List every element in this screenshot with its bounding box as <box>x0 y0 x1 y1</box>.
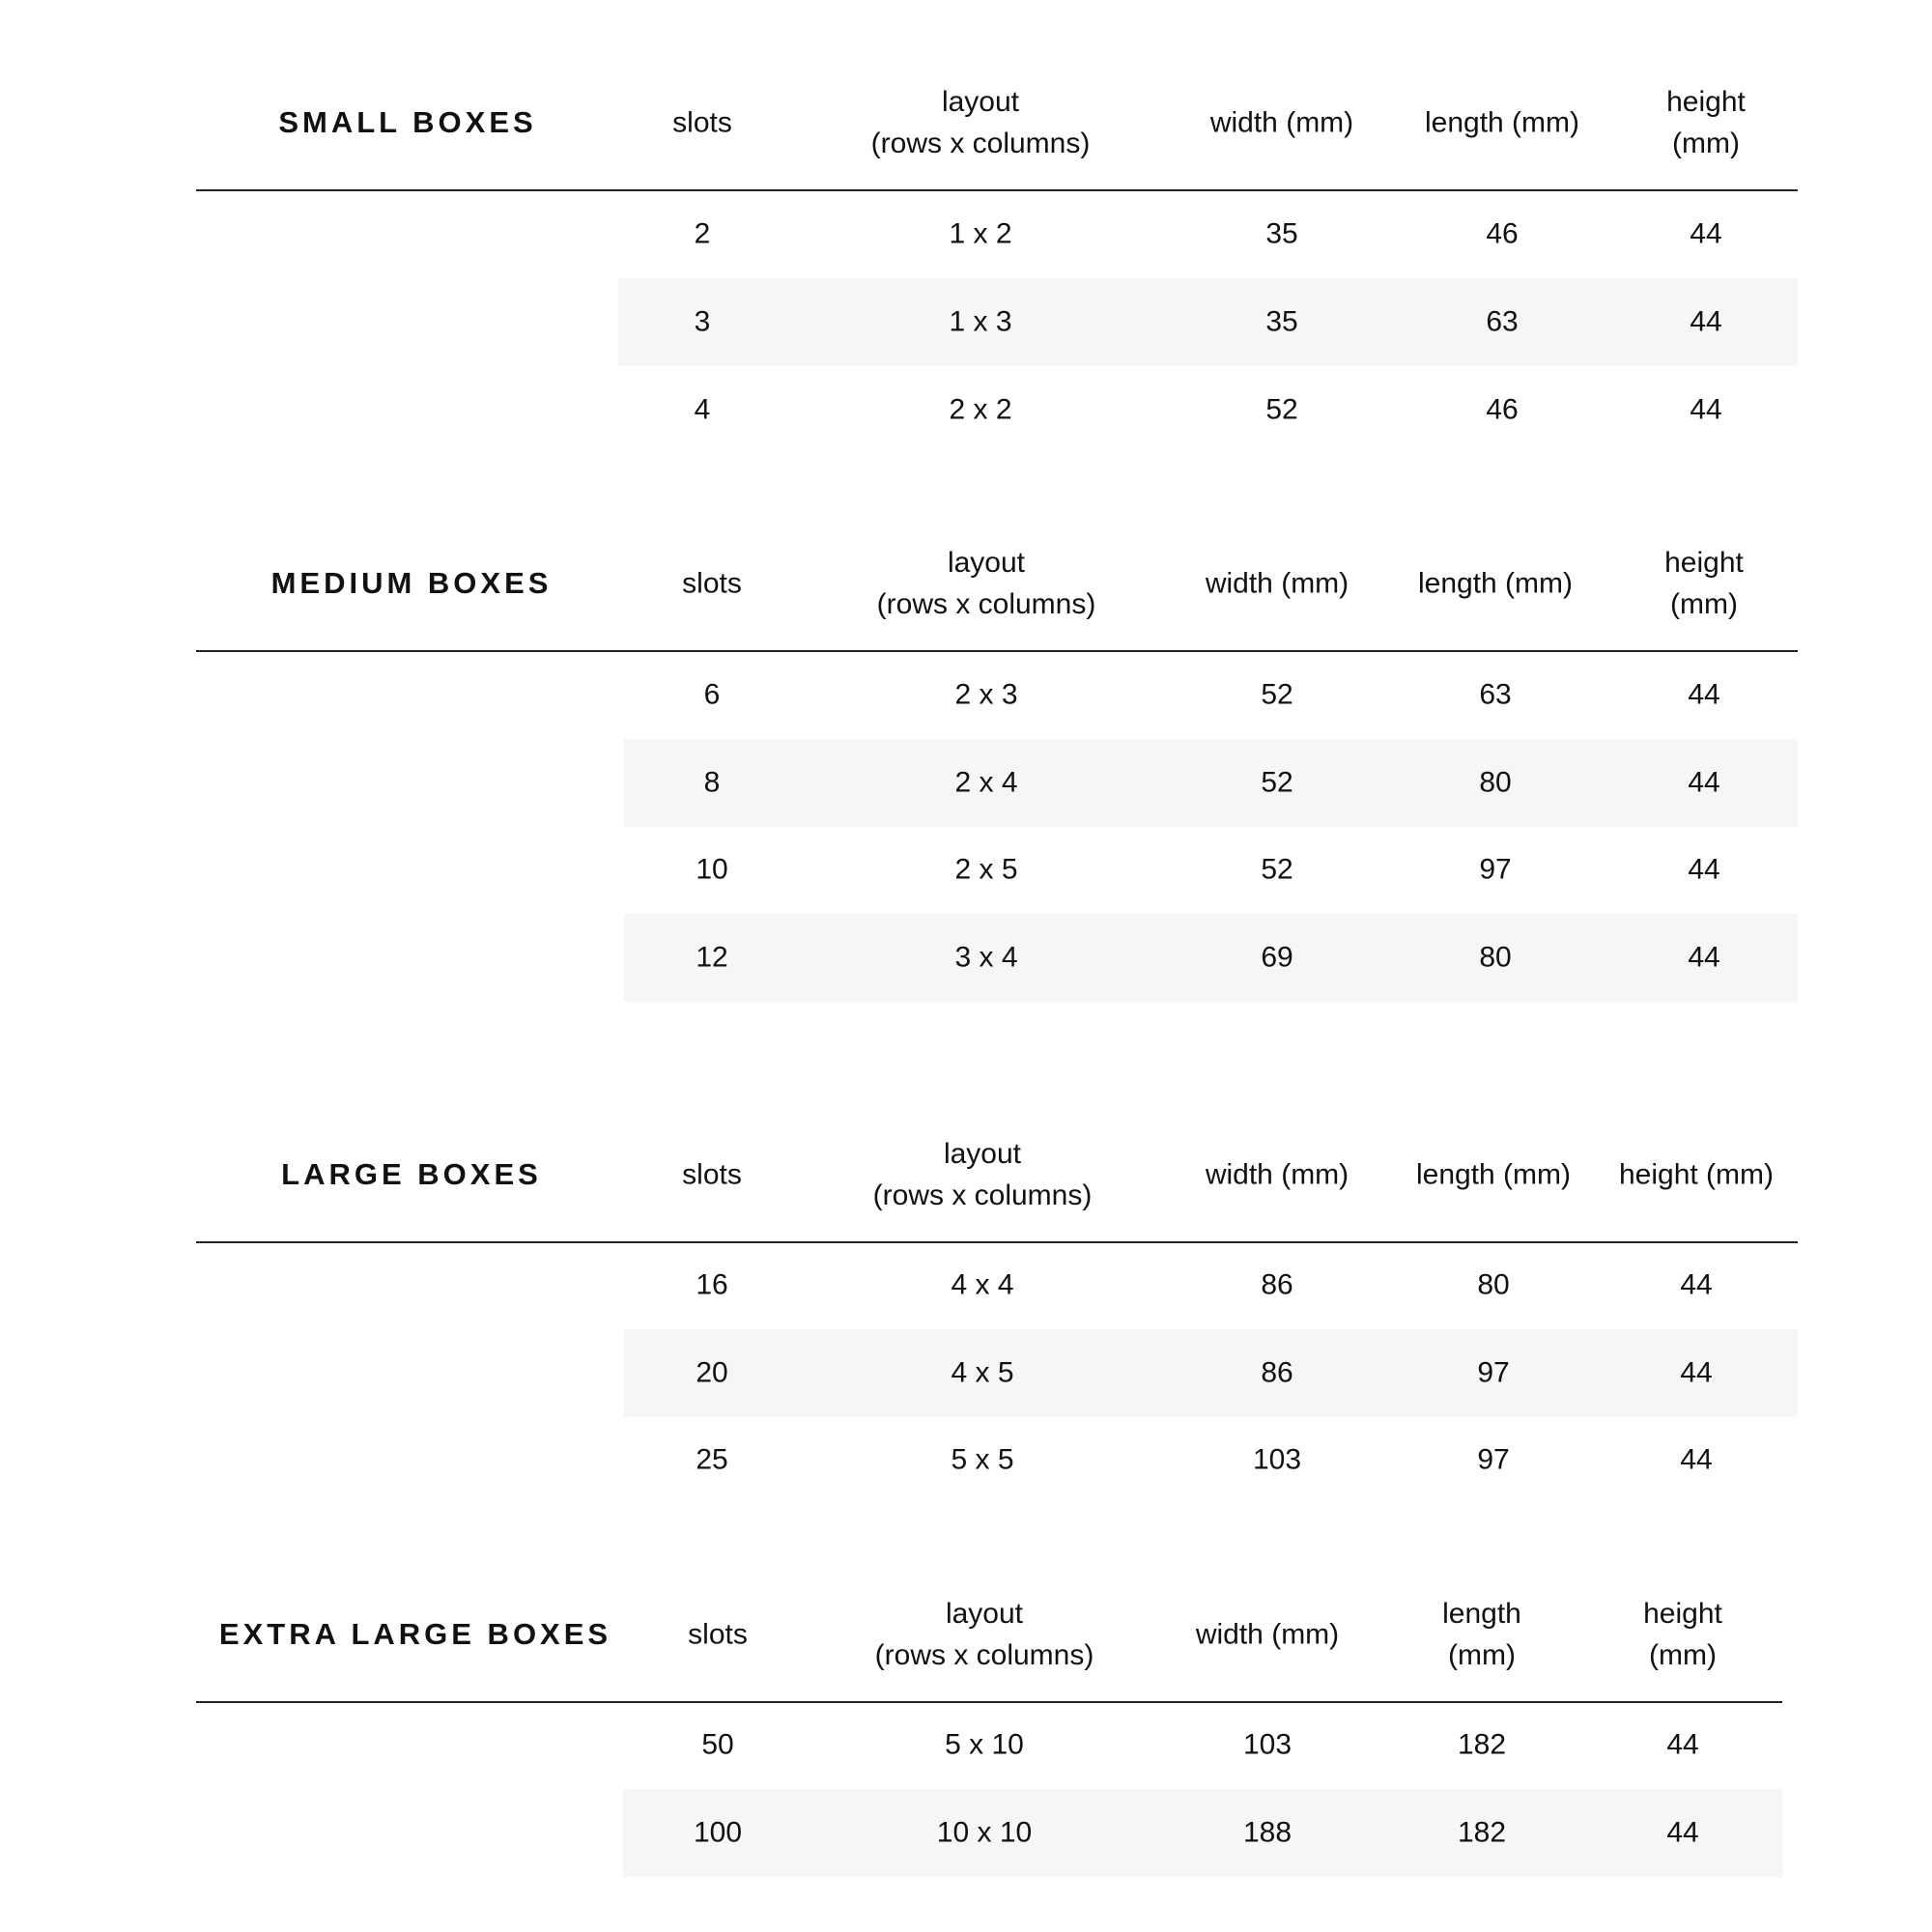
header-height <box>1643 1593 1722 1676</box>
header-layout-line2: (rows x columns) <box>874 1639 1094 1671</box>
cell-length: 80 <box>1479 766 1512 799</box>
cell-layout: 5 x 5 <box>951 1443 1014 1476</box>
cell-height: 44 <box>1666 1816 1699 1849</box>
cell-slots: 50 <box>701 1728 734 1761</box>
header-layout-line1: layout <box>947 547 1026 579</box>
cell-slots: 12 <box>696 941 728 974</box>
cell-length: 63 <box>1486 305 1519 338</box>
cell-layout: 1 x 2 <box>949 217 1012 250</box>
header-layout <box>873 1133 1093 1216</box>
cell-slots: 16 <box>696 1268 728 1301</box>
header-rule <box>196 1701 1782 1703</box>
cell-width: 86 <box>1261 1356 1293 1389</box>
cell-height: 44 <box>1688 853 1720 886</box>
row-stripe <box>618 278 1798 366</box>
cell-slots: 3 <box>694 305 711 338</box>
cell-height: 44 <box>1680 1443 1713 1476</box>
header-layout-line1: layout <box>945 1598 1024 1630</box>
section-title: LARGE BOXES <box>281 1157 542 1191</box>
header-height-line2: (mm) <box>1672 128 1740 159</box>
cell-height: 44 <box>1690 393 1722 426</box>
header-slots: slots <box>688 1618 748 1651</box>
cell-slots: 2 <box>694 217 711 250</box>
cell-length: 97 <box>1479 853 1512 886</box>
row-stripe <box>624 739 1798 827</box>
cell-width: 103 <box>1252 1443 1302 1476</box>
cell-layout: 2 x 3 <box>954 678 1018 711</box>
header-height-line2: (mm) <box>1649 1639 1717 1671</box>
header-slots: slots <box>682 1158 742 1191</box>
cell-slots: 6 <box>703 678 721 711</box>
header-slots: slots <box>682 567 742 600</box>
cell-width: 103 <box>1242 1728 1293 1761</box>
cell-width: 52 <box>1261 678 1293 711</box>
cell-layout: 2 x 2 <box>949 393 1012 426</box>
header-length-line1: length <box>1442 1598 1521 1630</box>
cell-width: 52 <box>1261 853 1293 886</box>
section-title: MEDIUM BOXES <box>270 566 553 600</box>
cell-slots: 4 <box>694 393 711 426</box>
header-layout-line2: (rows x columns) <box>872 1179 1093 1211</box>
header-height-line1: height <box>1666 86 1746 118</box>
header-height-line2: (mm) <box>1670 588 1738 620</box>
cell-layout: 5 x 10 <box>945 1728 1024 1761</box>
cell-slots: 10 <box>696 853 728 886</box>
cell-height: 44 <box>1666 1728 1699 1761</box>
cell-length: 97 <box>1477 1356 1510 1389</box>
cell-length: 63 <box>1479 678 1512 711</box>
cell-height: 44 <box>1688 678 1720 711</box>
cell-length: 46 <box>1486 217 1519 250</box>
cell-layout: 1 x 3 <box>949 305 1012 338</box>
cell-layout: 4 x 5 <box>951 1356 1014 1389</box>
cell-slots: 25 <box>696 1443 728 1476</box>
cell-height: 44 <box>1688 941 1720 974</box>
header-layout <box>877 542 1096 625</box>
header-height <box>1666 81 1746 164</box>
header-length: length (mm) <box>1424 106 1580 139</box>
row-stripe <box>623 1789 1782 1877</box>
header-width: width (mm) <box>1209 106 1354 139</box>
header-layout-line2: (rows x columns) <box>870 128 1091 159</box>
header-layout-line1: layout <box>941 86 1020 118</box>
header-width: width (mm) <box>1205 567 1350 600</box>
header-width: width (mm) <box>1205 1158 1350 1191</box>
cell-slots: 8 <box>703 766 721 799</box>
cell-height: 44 <box>1688 766 1720 799</box>
cell-width: 35 <box>1265 217 1298 250</box>
cell-width: 86 <box>1261 1268 1293 1301</box>
section-title: EXTRA LARGE BOXES <box>218 1617 612 1651</box>
cell-length: 182 <box>1457 1728 1507 1761</box>
cell-height: 44 <box>1680 1268 1713 1301</box>
header-layout-line1: layout <box>943 1138 1022 1170</box>
cell-width: 35 <box>1265 305 1298 338</box>
row-stripe <box>624 1329 1798 1417</box>
cell-layout: 3 x 4 <box>954 941 1018 974</box>
header-height <box>1664 542 1744 625</box>
header-height-line1: height <box>1664 547 1744 579</box>
header-rule <box>196 650 1798 652</box>
header-length-line2: (mm) <box>1448 1639 1516 1671</box>
header-height: height (mm) <box>1618 1158 1775 1191</box>
header-layout-line2: (rows x columns) <box>876 588 1096 620</box>
header-height-line1: height <box>1643 1598 1722 1630</box>
header-length: length (mm) <box>1417 567 1574 600</box>
header-layout <box>871 81 1091 164</box>
cell-height: 44 <box>1690 217 1722 250</box>
cell-length: 97 <box>1477 1443 1510 1476</box>
cell-height: 44 <box>1690 305 1722 338</box>
cell-layout: 10 x 10 <box>936 1816 1033 1849</box>
cell-layout: 2 x 4 <box>954 766 1018 799</box>
cell-width: 52 <box>1261 766 1293 799</box>
header-width: width (mm) <box>1195 1618 1340 1651</box>
header-length <box>1442 1593 1521 1676</box>
cell-width: 52 <box>1265 393 1298 426</box>
cell-layout: 4 x 4 <box>951 1268 1014 1301</box>
cell-slots: 100 <box>693 1816 743 1849</box>
cell-length: 182 <box>1457 1816 1507 1849</box>
header-rule <box>196 189 1798 191</box>
header-rule <box>196 1241 1798 1243</box>
cell-width: 69 <box>1261 941 1293 974</box>
row-stripe <box>624 914 1798 1002</box>
cell-height: 44 <box>1680 1356 1713 1389</box>
cell-layout: 2 x 5 <box>954 853 1018 886</box>
cell-length: 80 <box>1477 1268 1510 1301</box>
header-layout <box>875 1593 1094 1676</box>
cell-slots: 20 <box>696 1356 728 1389</box>
header-length: length (mm) <box>1415 1158 1572 1191</box>
cell-length: 80 <box>1479 941 1512 974</box>
cell-length: 46 <box>1486 393 1519 426</box>
section-title: SMALL BOXES <box>278 105 537 139</box>
header-slots: slots <box>672 106 732 139</box>
cell-width: 188 <box>1242 1816 1293 1849</box>
